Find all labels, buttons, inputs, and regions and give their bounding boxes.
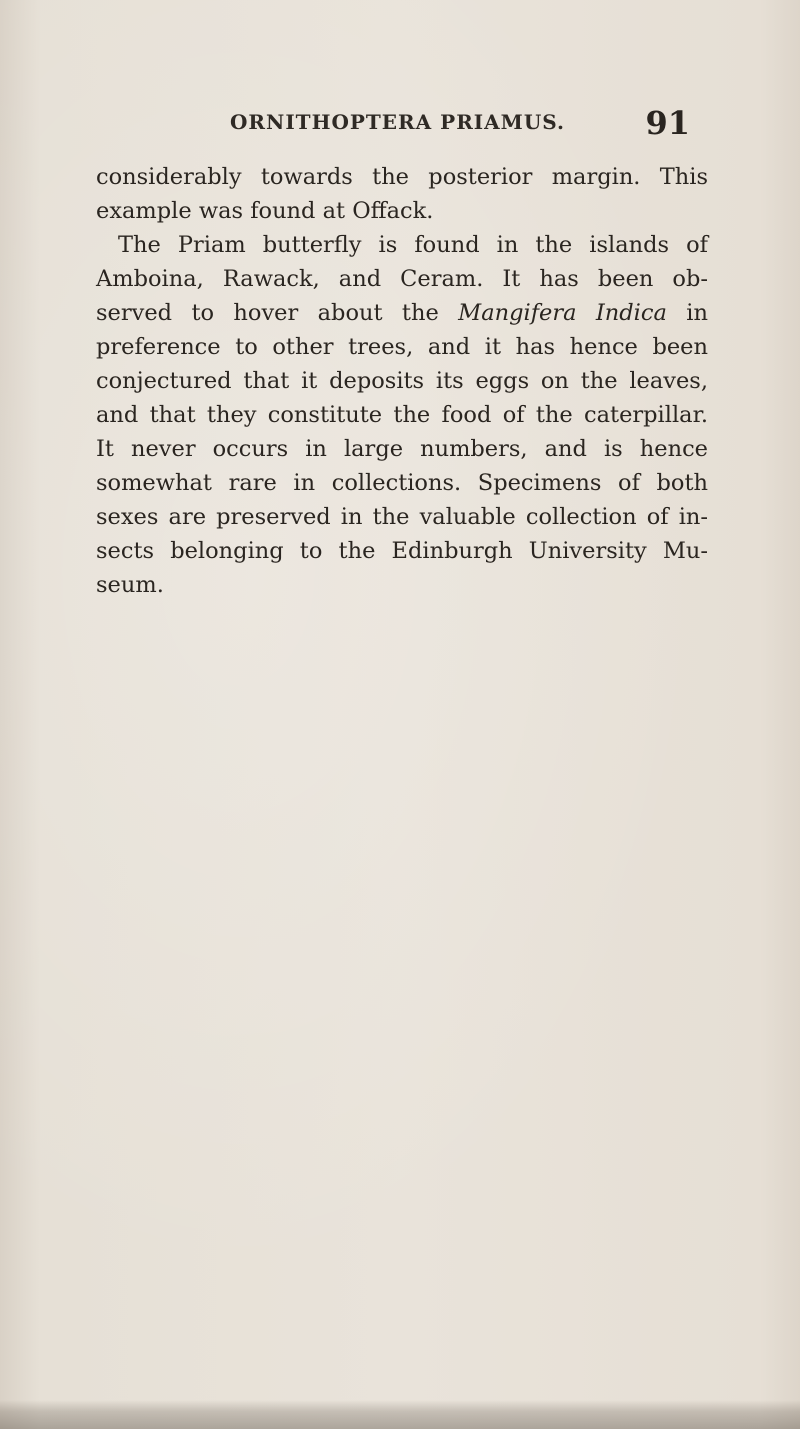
page-bottom-edge-shadow xyxy=(0,1400,800,1429)
text-line: sexes are preserved in the valuable collection of in- xyxy=(96,504,708,530)
text-line: considerably towards the posterior margin. This xyxy=(96,164,708,190)
page-number: 91 xyxy=(645,104,690,142)
text-line: example was found at Offack. xyxy=(96,198,434,224)
text-line: and that they constitute the food of the caterpillar. xyxy=(96,402,708,428)
running-head xyxy=(230,106,690,142)
body-text xyxy=(96,160,708,602)
text-line: somewhat rare in collections. Specimens of both xyxy=(96,470,708,496)
text-line: served to hover about the Mangifera Indica in xyxy=(96,300,708,326)
text-line: preference to other trees, and it has hence been xyxy=(96,334,708,360)
text-line-paragraph-start: The Priam butterfly is found in the islands of xyxy=(118,232,708,258)
text-line: Amboina, Rawack, and Ceram. It has been ob- xyxy=(96,266,708,292)
text-line: sects belonging to the Edinburgh University Mu- xyxy=(96,538,708,564)
text-line: It never occurs in large numbers, and is hence xyxy=(96,436,708,462)
text-line: conjectured that it deposits its eggs on the leaves, xyxy=(96,368,708,394)
running-head-title: ORNITHOPTERA PRIAMUS. xyxy=(230,110,565,134)
italic-species-name: Mangifera Indica xyxy=(458,300,667,326)
text-line: seum. xyxy=(96,572,164,598)
